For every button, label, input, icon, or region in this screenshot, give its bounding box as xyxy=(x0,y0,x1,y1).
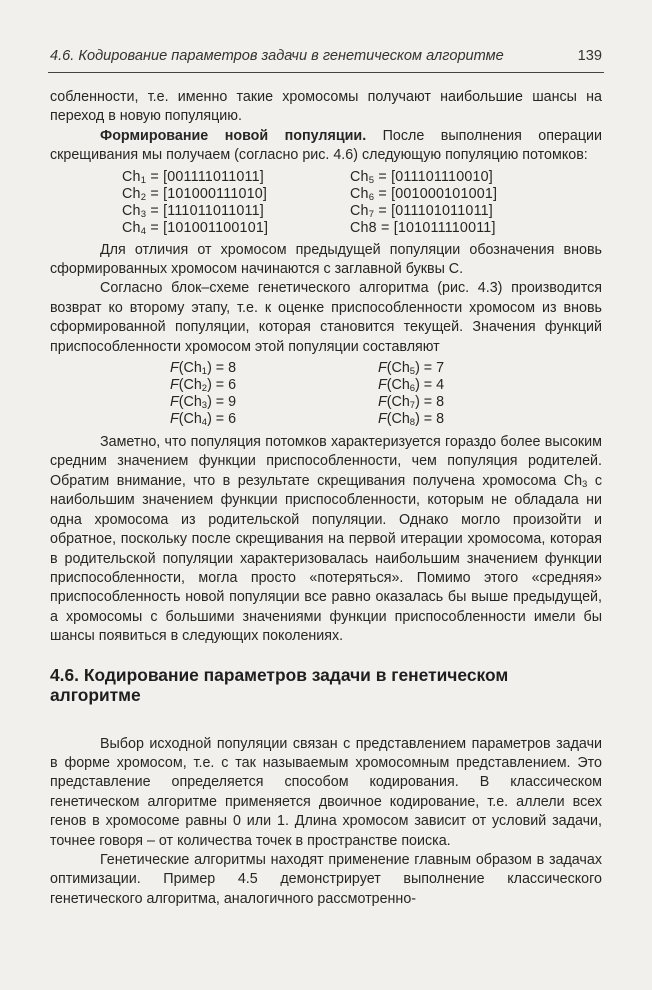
page-body xyxy=(50,88,602,909)
section-heading: 4.6. Кодирование параметров задачи в генетическом алгоритме xyxy=(50,664,509,705)
fitness-values-list xyxy=(170,360,602,428)
page-number: 139 xyxy=(577,48,602,64)
fitness-entry: $F(Ch_7) = 8$ xyxy=(378,394,445,412)
running-head xyxy=(48,44,604,73)
offspring-chromosome-list xyxy=(122,169,602,237)
paragraph-evaluation: Согласно блок–схеме генетического алгоритма (рис. 4.3) производится возврат ко второму этапу, т.е. к оценке приспособленности хромосом из вновь сформированной популяции, которая становится текущей. Значения функций приспособленности хромосом этой популяции составляют xyxy=(50,280,602,355)
paragraph-observation: Заметно, что популяция потомков характеризуется гораздо более высоким средним значением функции приспособленности, чем популяция родителей. Обратим внимание, что в результате скрещивания получена хромосома $Ch_3$ с наибольшим значением функции приспособленности, которым не обладала ни одна хромосома из родительской популяции. Однако могло произойти и обратное, поскольку после скрещивания на первой итерации хромосома, которая в родительской популяции характеризовалась наибольшим значением функции приспособленности, могла просто «потеряться». Помимо этого «средняя» приспособленность новой популяции все равно оказалась бы выше предыдущей, а хромосомы с большими значениями функции приспособленности имели бы шансы появиться в следующих поколениях. xyxy=(50,434,602,645)
paragraph-notation: Для отличия от хромосом предыдущей популяции обозначения вновь сформированных хромосом начинаются с заглавной буквы С. xyxy=(50,241,602,278)
paragraph-encoding: Выбор исходной популяции связан с представлением параметров задачи в форме хромосом, т.е. с так называемым хромосомным представлением. Это представление определяется способом кодирования. В классическом генетическом алгоритме применяется двоичное кодирование, т.е. аллели всех генов в хромосоме равны 0 или 1. Длина хромосом зависит от условий задачи, точнее говоря – от количества точек в пространстве поиска. xyxy=(50,735,602,849)
paragraph-new-population xyxy=(50,127,602,166)
fitness-entry: $F(Ch_4) = 6$ xyxy=(170,411,237,429)
chromosome-entry: $Ch_3 = [111011011011]$ xyxy=(122,202,264,220)
paragraph-continuation: собленности, т.е. именно такие хромосомы получают наибольшие шансы на переход в новую популяцию. xyxy=(50,89,602,125)
paragraph-text: После выполнения операции скрещивания мы получаем (согласно рис. 4.6) следующую популяцию потомков: xyxy=(50,127,602,164)
chromosome-entry: $Ch_4 = [101001100101]$ xyxy=(122,219,269,237)
fitness-entry: $F(Ch_1) = 8$ xyxy=(170,360,237,378)
chromosome-entry: $Ch_5 = [011101110010]$ xyxy=(350,168,493,186)
chromosome-entry: $Ch_6 = [001000101001]$ xyxy=(350,185,498,203)
chromosome-entry: $Ch_1 = [001111011011]$ xyxy=(122,168,264,186)
fitness-entry: $F(Ch_8) = 8$ xyxy=(378,411,445,429)
running-title: 4.6. Кодирование параметров задачи в генетическом алгоритме xyxy=(50,48,504,64)
fitness-entry: $F(Ch_6) = 4$ xyxy=(378,377,445,395)
chromosome-entry: $Ch_7 = [011101011011]$ xyxy=(350,202,493,220)
fitness-entry: $F(Ch_5) = 7$ xyxy=(378,360,445,378)
fitness-entry: $F(Ch_3) = 9$ xyxy=(170,394,237,412)
fitness-entry: $F(Ch_2) = 6$ xyxy=(170,377,237,395)
run-in-heading: Формирование новой популяции. xyxy=(100,127,367,144)
paragraph-applications: Генетические алгоритмы находят применение главным образом в задачах оптимизации. Пример 4.5 демонстрирует выполнение классического генетического алгоритма, аналогичного рассмотренно- xyxy=(50,851,602,907)
chromosome-entry: Ch8 = [101011110011] xyxy=(350,219,496,236)
chromosome-entry: $Ch_2 = [101000111010]$ xyxy=(122,185,268,203)
